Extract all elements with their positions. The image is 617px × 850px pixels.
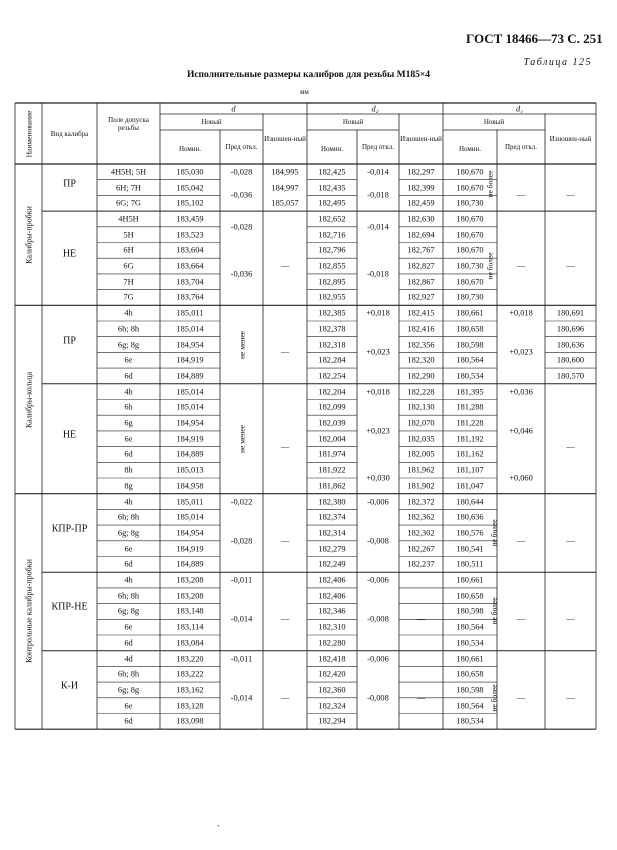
table-cell: 6H; 7H [116, 183, 141, 193]
table-cell: 6e [124, 434, 133, 444]
dash-cell: — [516, 190, 526, 200]
kind-label: КПР-НЕ [51, 601, 88, 613]
table-cell: 182,416 [407, 324, 435, 334]
table-cell: 184,889 [176, 559, 204, 569]
dash-cell: — [516, 261, 526, 271]
table-cell: 6G; 7G [116, 198, 141, 208]
table-cell: 180,730 [456, 198, 484, 208]
table-cell: 180,691 [556, 308, 585, 318]
table-cell: 7H [123, 277, 134, 287]
table-cell: 180,570 [556, 371, 585, 381]
note-not-more: не более [489, 519, 499, 547]
table-cell: 4H5H; 5H [110, 167, 147, 177]
table-cell: 183,208 [176, 575, 204, 585]
table-cell: 180,534 [456, 638, 484, 648]
deviation-header: Пред откл. [505, 143, 537, 151]
table-cell: 180,511 [456, 559, 484, 569]
table-cell: 4h [124, 387, 133, 397]
table-cell: 182,249 [318, 559, 346, 569]
table-cell: 181,902 [407, 481, 435, 491]
table-cell: 184,889 [176, 449, 204, 459]
note-not-less: не менее [237, 424, 246, 453]
table-cell: 182,310 [318, 622, 346, 632]
table-cell: 181,862 [318, 481, 346, 491]
table-cell: 6g; 8g [117, 685, 140, 695]
table-cell: 182,955 [318, 292, 346, 302]
table-cell: 6h [124, 402, 133, 412]
kind-label: К-И [60, 680, 79, 692]
table-cell: -0,006 [367, 497, 389, 507]
table-cell: 182,895 [318, 277, 346, 287]
table-cell: 181,192 [456, 434, 484, 444]
dash-cell: — [280, 261, 290, 271]
table-cell: 180,670 [456, 245, 484, 255]
table-cell: 180,598 [456, 685, 484, 695]
d1-header: d₁ [515, 104, 524, 113]
table-cell: 185,042 [176, 183, 204, 193]
table-cell: 6d [124, 559, 133, 569]
table-cell: 180,576 [456, 528, 484, 538]
name-column-header: Наименование [24, 110, 33, 157]
table-cell: 183,098 [176, 716, 204, 726]
table-cell: 181,228 [456, 418, 484, 428]
table-cell: 180,636 [456, 512, 484, 522]
table-cell: 6g; 8g [117, 528, 140, 538]
table-cell: 180,661 [456, 575, 484, 585]
dash-cell: — [566, 614, 575, 624]
note-not-more: не более [485, 170, 495, 198]
table-cell: -0,006 [367, 575, 389, 585]
table-cell: 182,204 [318, 387, 346, 397]
kind-column-header: Вид калибра [50, 129, 89, 138]
table-cell: 181,395 [456, 387, 484, 397]
table-cell: 184,954 [176, 340, 204, 350]
table-cell: 182,318 [318, 340, 346, 350]
table-cell: 182,372 [407, 497, 435, 507]
table-cell: 180,644 [456, 497, 484, 507]
table-cell: 185,013 [176, 465, 204, 475]
table-cell: -0,011 [230, 575, 253, 585]
table-cell: 182,362 [407, 512, 435, 522]
table-cell: 6g; 8g [117, 340, 140, 350]
table-cell: 184,889 [176, 371, 204, 381]
table-cell: 182,070 [407, 418, 435, 428]
table-cell: 4h [124, 308, 133, 318]
table-cell: 182,378 [318, 324, 346, 334]
note-not-more: не более [485, 252, 495, 280]
worn-header: Изношен-ный [264, 135, 306, 143]
page-mark: ⁃ [217, 823, 220, 830]
table-cell: 182,435 [318, 183, 346, 193]
table-cell: 184,954 [176, 418, 204, 428]
table-cell: 6d [124, 716, 133, 726]
dash-cell: — [566, 442, 575, 452]
table-cell: 182,005 [407, 449, 435, 459]
table-cell: 6d [124, 449, 133, 459]
table-cell: 181,162 [456, 449, 484, 459]
table-cell: 185,014 [176, 512, 204, 522]
table-cell: 181,047 [456, 481, 484, 491]
table-cell: 182,827 [407, 261, 435, 271]
table-cell: 185,030 [176, 167, 204, 177]
nominal-header: Номин. [320, 145, 344, 153]
merged-deviation: -0,036 [230, 190, 253, 200]
merged-deviation: -0,028 [230, 222, 253, 232]
table-cell: 182,280 [318, 638, 346, 648]
table-cell: 182,385 [318, 308, 346, 318]
table-cell: 181,962 [407, 465, 435, 475]
new-header: Новый [483, 118, 505, 126]
table-cell: 180,730 [456, 292, 484, 302]
table-cell: 180,661 [456, 654, 484, 664]
table-title: Исполнительные размеры калибров для резьбы М185×4 [186, 70, 431, 80]
table-cell: 183,704 [176, 277, 204, 287]
dash-cell: — [416, 614, 426, 624]
table-cell: 182,630 [407, 214, 435, 224]
table-cell: 6d [124, 371, 133, 381]
merged-deviation: -0,014 [367, 222, 389, 232]
table-cell: 7G [123, 292, 134, 302]
table-cell: 182,346 [318, 606, 346, 616]
table-cell: 182,459 [407, 198, 435, 208]
table-cell: 182,297 [407, 167, 435, 177]
table-cell: 185,014 [176, 387, 204, 397]
table-cell: 180,661 [456, 308, 484, 318]
dash-cell: — [566, 190, 575, 200]
table-cell: +0,018 [366, 387, 390, 397]
merged-deviation: +0,046 [509, 426, 533, 436]
table-cell: 6G [123, 261, 134, 271]
merged-deviation: -0,018 [367, 269, 389, 279]
table-cell: 182,495 [318, 198, 346, 208]
d-header: d [231, 104, 236, 113]
table-cell: -0,006 [367, 654, 389, 664]
table-cell: 183,084 [176, 638, 204, 648]
table-cell: 183,664 [176, 261, 204, 271]
dash-cell: — [516, 693, 526, 703]
table-cell: 182,399 [407, 183, 435, 193]
table-cell: 180,598 [456, 606, 484, 616]
table-cell: 183,604 [176, 245, 204, 255]
table-cell: 182,927 [407, 292, 435, 302]
table-cell: 184,995 [271, 167, 299, 177]
table-cell: 180,670 [456, 277, 484, 287]
table-cell: 184,919 [176, 355, 204, 365]
table-cell: 182,294 [318, 716, 346, 726]
dash-cell: — [280, 442, 290, 452]
table-cell: 8h [124, 465, 133, 475]
table-cell: 6e [124, 544, 133, 554]
table-cell: 180,670 [456, 214, 484, 224]
table-cell: 183,220 [176, 654, 204, 664]
table-cell: 181,974 [318, 449, 346, 459]
table-cell: 182,374 [318, 512, 346, 522]
table-cell: 182,796 [318, 245, 346, 255]
table-cell: 182,694 [407, 230, 435, 240]
table-cell: 185,011 [176, 497, 204, 507]
table-cell: 4h [124, 575, 133, 585]
table-cell: 184,997 [271, 183, 299, 193]
table-cell: 182,406 [318, 575, 346, 585]
table-cell: 182,254 [318, 371, 346, 381]
merged-deviation: -0,008 [367, 693, 389, 703]
table-cell: 183,459 [176, 214, 204, 224]
table-cell: 185,011 [176, 308, 204, 318]
table-cell: 183,222 [176, 669, 204, 679]
table-cell: 182,237 [407, 559, 435, 569]
table-cell: 180,636 [556, 340, 585, 350]
table-cell: 180,670 [456, 230, 484, 240]
table-cell: 182,356 [407, 340, 435, 350]
kind-label: НЕ [62, 429, 77, 441]
group-label: Калибры-кольца [24, 371, 33, 428]
table-cell: 6h; 8h [117, 591, 140, 601]
table-cell: 182,302 [407, 528, 435, 538]
table-cell: +0,018 [509, 308, 533, 318]
table-cell: 182,320 [407, 355, 435, 365]
table-cell: 6d [124, 638, 133, 648]
table-cell: 6g; 8g [117, 606, 140, 616]
table-cell: 182,716 [318, 230, 346, 240]
table-cell: 181,288 [456, 402, 484, 412]
note-not-less: не менее [237, 330, 246, 359]
dash-cell: — [280, 614, 290, 624]
merged-deviation: -0,014 [230, 693, 253, 703]
unit-label: мм [300, 88, 309, 96]
merged-deviation: +0,023 [366, 347, 390, 357]
table-cell: 180,658 [456, 324, 484, 334]
table-cell: 183,523 [176, 230, 204, 240]
deviation-header: Пред откл. [362, 143, 394, 151]
table-cell: 182,415 [407, 308, 435, 318]
merged-deviation: -0,008 [367, 536, 389, 546]
table-cell: -0,022 [230, 497, 253, 507]
table-cell: 184,958 [176, 481, 204, 491]
group-label: Калибры-пробки [24, 205, 33, 264]
dash-cell: — [566, 261, 575, 271]
note-not-more: не более [489, 684, 499, 712]
dash-cell: — [280, 536, 290, 546]
table-cell: 185,102 [176, 198, 204, 208]
table-cell: 184,919 [176, 544, 204, 554]
table-cell: 181,922 [318, 465, 346, 475]
table-cell: 185,014 [176, 402, 204, 412]
table-cell: 183,162 [176, 685, 204, 695]
table-cell: 4d [124, 654, 133, 664]
table-cell: 6g [124, 418, 133, 428]
table-cell: 183,148 [176, 606, 204, 616]
table-cell: 183,208 [176, 591, 204, 601]
new-header: Новый [342, 118, 364, 126]
table-number: Таблица 125 [523, 57, 592, 68]
table-cell: 182,425 [318, 167, 346, 177]
table-cell: 182,290 [407, 371, 435, 381]
table-cell: +0,018 [366, 308, 390, 318]
dash-cell: — [280, 347, 290, 357]
worn-header: Изношен-ный [549, 135, 592, 143]
table-cell: 182,279 [318, 544, 346, 554]
merged-deviation: -0,014 [230, 614, 253, 624]
table-cell: 183,114 [176, 622, 204, 632]
table-cell: 6H [123, 245, 134, 255]
note-not-more: не более [489, 597, 499, 625]
table-cell: 182,284 [318, 355, 346, 365]
table-cell: 182,420 [318, 669, 346, 679]
table-cell: 183,128 [176, 701, 204, 711]
nominal-header: Номин. [458, 145, 482, 153]
table-cell: 182,406 [318, 591, 346, 601]
merged-deviation: -0,014 [367, 167, 389, 177]
field-column-header: Поле допуска резьбы [108, 115, 149, 132]
dash-cell: — [566, 536, 575, 546]
dash-cell: — [566, 693, 575, 703]
table-cell: 182,004 [318, 434, 346, 444]
table-cell: 180,534 [456, 716, 484, 726]
table-cell: 182,130 [407, 402, 435, 412]
table-cell: 184,919 [176, 434, 204, 444]
table-cell: 4h [124, 497, 133, 507]
table-cell: 180,564 [456, 355, 484, 365]
table-cell: 6e [124, 701, 133, 711]
merged-deviation: +0,060 [509, 473, 533, 483]
table-cell: 180,564 [456, 622, 484, 632]
kind-label: КПР-ПР [51, 523, 88, 535]
merged-deviation: +0,030 [366, 473, 390, 483]
table-cell: 182,228 [407, 387, 435, 397]
table-cell: 182,418 [318, 654, 346, 664]
table-cell: 180,534 [456, 371, 484, 381]
table-cell: 180,658 [456, 669, 484, 679]
table-cell: 180,600 [556, 355, 585, 365]
table-cell: 182,855 [318, 261, 346, 271]
table-cell: +0,036 [509, 387, 533, 397]
worn-header: Изношен-ный [400, 135, 442, 143]
merged-deviation: -0,028 [230, 536, 253, 546]
table-cell: 182,039 [318, 418, 346, 428]
table-cell: 182,324 [318, 701, 346, 711]
dash-cell: — [516, 536, 526, 546]
table-cell: 180,541 [456, 544, 484, 554]
merged-deviation: -0,018 [367, 190, 389, 200]
group-label: Контрольные калибры-пробки [24, 559, 33, 664]
merged-deviation: -0,036 [230, 269, 253, 279]
table-cell: 6e [124, 622, 133, 632]
table-cell: 181,107 [456, 465, 484, 475]
kind-label: ПР [63, 335, 76, 347]
table-cell: 182,099 [318, 402, 346, 412]
table-cell: 182,380 [318, 497, 346, 507]
table-cell: 5H [123, 230, 134, 240]
table-cell: 185,014 [176, 324, 204, 334]
table-cell: 4H5H [118, 214, 139, 224]
page-header: ГОСТ 18466—73 С. 251 [466, 31, 603, 46]
new-header: Новый [201, 118, 222, 126]
table-cell: 182,652 [318, 214, 346, 224]
table-cell: 182,867 [407, 277, 435, 287]
deviation-header: Пред откл. [225, 143, 258, 151]
table-cell: 6h; 8h [117, 512, 140, 522]
table-cell: 182,767 [407, 245, 435, 255]
table-cell: 180,564 [456, 701, 484, 711]
merged-deviation: +0,023 [509, 347, 533, 357]
dash-cell: — [280, 693, 290, 703]
table-cell: 6e [124, 355, 133, 365]
table-cell: 184,954 [176, 528, 204, 538]
table-cell: 182,035 [407, 434, 435, 444]
kind-label: ПР [63, 178, 76, 190]
merged-deviation: -0,008 [367, 614, 389, 624]
table-cell: 180,598 [456, 340, 484, 350]
table-cell: 180,670 [456, 167, 484, 177]
table-cell: 183,764 [176, 292, 204, 302]
dash-cell: — [416, 693, 426, 703]
table-cell: 182,314 [318, 528, 346, 538]
table-cell: -0,011 [230, 654, 253, 664]
table-cell: 182,267 [407, 544, 435, 554]
d2-header: d₂ [371, 104, 379, 113]
table-cell: 180,658 [456, 591, 484, 601]
table-cell: 180,670 [456, 183, 484, 193]
table-cell: 185,057 [271, 198, 299, 208]
table-cell: 180,730 [456, 261, 484, 271]
table-cell: 8g [124, 481, 133, 491]
nominal-header: Номин. [178, 145, 202, 153]
table-cell: 182,360 [318, 685, 346, 695]
table-cell: 6h; 8h [117, 324, 140, 334]
table-cell: 180,696 [556, 324, 585, 334]
kind-label: НЕ [62, 248, 77, 260]
merged-deviation: +0,023 [366, 426, 390, 436]
table-cell: 6h; 8h [117, 669, 140, 679]
merged-deviation: -0,028 [230, 167, 253, 177]
dash-cell: — [516, 614, 526, 624]
